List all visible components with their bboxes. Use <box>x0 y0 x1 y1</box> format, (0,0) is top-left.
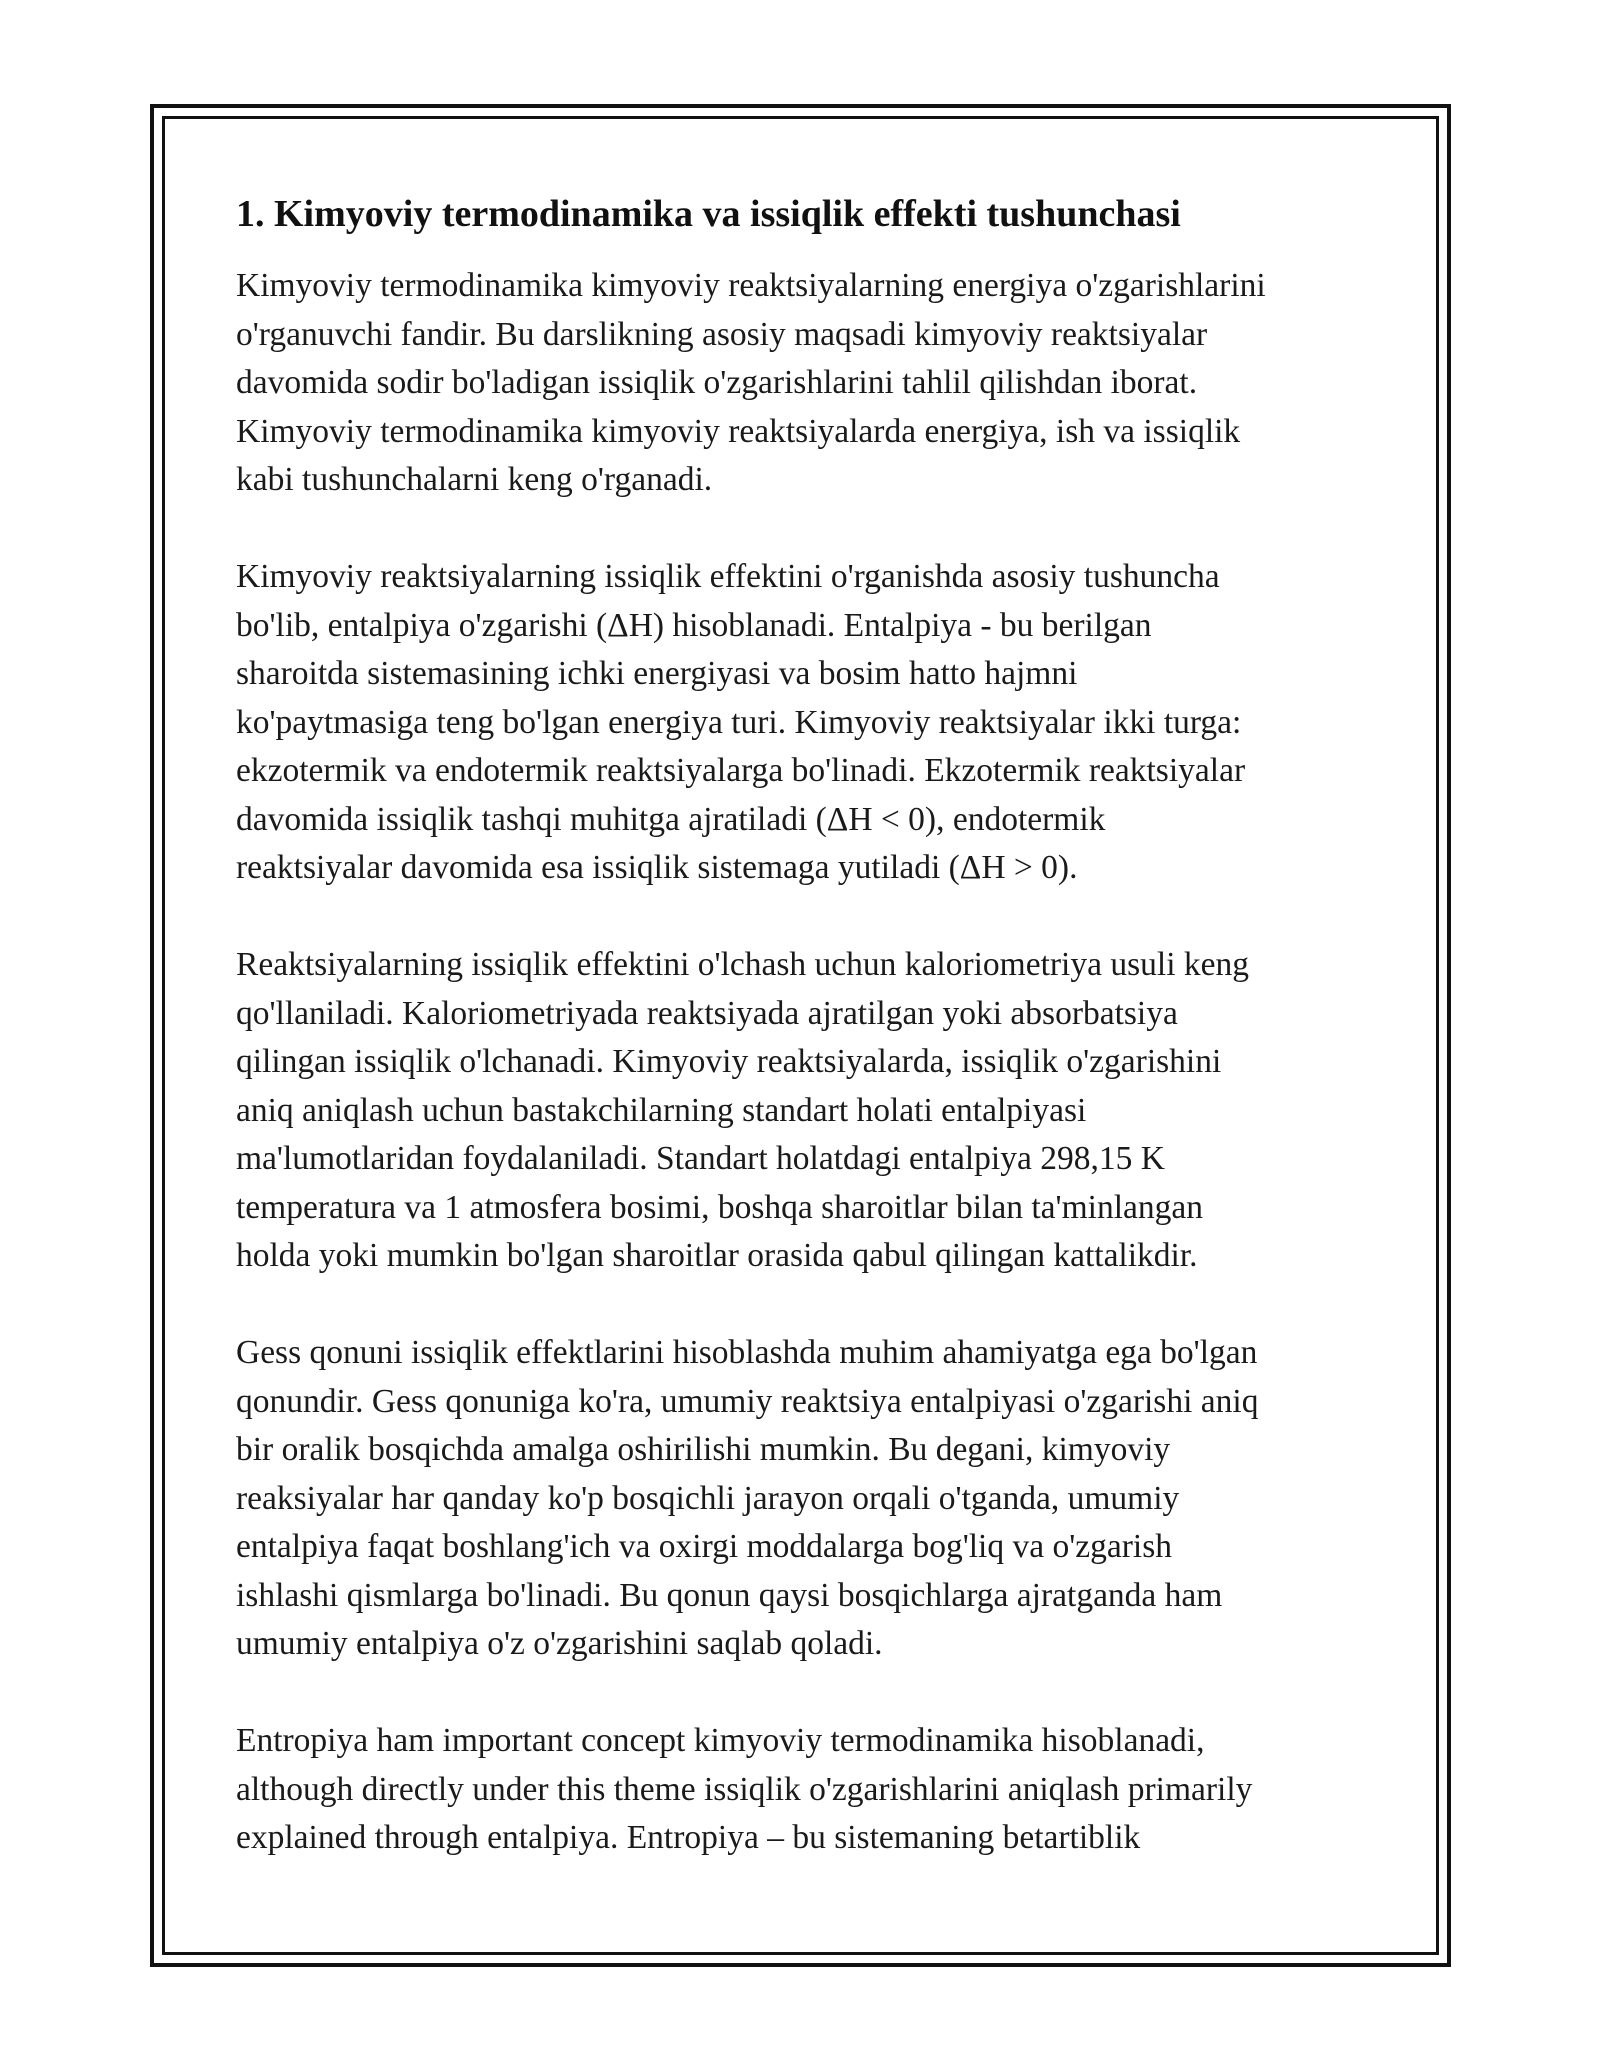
text-line: bir oralik bosqichda amalga oshirilishi mumkin. Bu degani, kimyoviy <box>236 1431 1171 1468</box>
text-line: although directly under this theme issiqlik o'zgarishlarini aniqlash primarily <box>236 1770 1253 1808</box>
text-line: o'rganuvchi fandir. Bu darslikning asosiy maqsadi kimyoviy reaktsiyalar <box>236 315 1208 353</box>
text-line: ekzotermik va endotermik reaktsiyalarga bo'linadi. Ekzotermik reaktsiyalar <box>236 752 1246 789</box>
text-line: aniq aniqlash uchun bastakchilarning standart holati entalpiyasi <box>236 1091 1087 1129</box>
paragraph-2 <box>236 553 1374 893</box>
text-line: entalpiya faqat boshlang'ich va oxirgi moddalarga bog'liq va o'zgarish <box>236 1528 1173 1565</box>
text-line: temperatura va 1 atmosfera bosimi, boshqa sharoitlar bilan ta'minlangan <box>236 1188 1204 1226</box>
text-line: Gess qonuni issiqlik effektlarini hisoblashda muhim ahamiyatga ega bo'lgan <box>236 1334 1258 1371</box>
text-line: Kimyoviy reaktsiyalarning issiqlik effektini o'rganishda asosiy tushuncha <box>236 558 1220 595</box>
text-line: kabi tushunchalarni keng o'rganadi. <box>236 461 713 498</box>
text-line: Kimyoviy termodinamika kimyoviy reaktsiyalarda energiya, ish va issiqlik <box>236 412 1241 450</box>
text-line: ishlashi qismlarga bo'linadi. Bu qonun qaysi bosqichlarga ajratganda ham <box>236 1576 1223 1614</box>
text-line: Reaktsiyalarning issiqlik effektini o'lchash uchun kaloriometriya usuli keng <box>236 946 1249 983</box>
paragraph-1 <box>236 262 1374 505</box>
text-line: qonundir. Gess qonuniga ko'ra, umumiy reaktsiya entalpiyasi o'zgarishi aniq <box>236 1382 1259 1420</box>
text-line: Entropiya ham important concept kimyoviy termodinamika hisoblanadi, <box>236 1722 1205 1759</box>
paragraph-3 <box>236 941 1374 1281</box>
text-line: sharoitda sistemasining ichki energiyasi va bosim hatto hajmni <box>236 655 1078 692</box>
text-line: bo'lib, entalpiya o'zgarishi (ΔH) hisoblanadi. Entalpiya - bu berilgan <box>236 606 1152 644</box>
text-line: holda yoki mumkin bo'lgan sharoitlar orasida qabul qilingan kattalikdir. <box>236 1237 1198 1274</box>
text-line: qilingan issiqlik o'lchanadi. Kimyoviy reaktsiyalarda, issiqlik o'zgarishini <box>236 1043 1222 1080</box>
text-line: ma'lumotlaridan foydalaniladi. Standart holatdagi entalpiya 298,15 K <box>236 1140 1165 1177</box>
text-line: davomida sodir bo'ladigan issiqlik o'zgarishlarini tahlil qilishdan iborat. <box>236 364 1198 401</box>
text-line: reaksiyalar har qanday ko'p bosqichli jarayon orqali o'tganda, umumiy <box>236 1479 1180 1517</box>
text-line: qo'llaniladi. Kaloriometriyada reaktsiyada ajratilgan yoki absorbatsiya <box>236 994 1178 1032</box>
text-line: ko'paytmasiga teng bo'lgan energiya turi. Kimyoviy reaktsiyalar ikki turga: <box>236 703 1242 741</box>
document-body <box>236 186 1374 1911</box>
paragraph-5 <box>236 1717 1374 1863</box>
text-line: reaktsiyalar davomida esa issiqlik sistemaga yutiladi (ΔH > 0). <box>236 849 1078 886</box>
paragraph-4 <box>236 1329 1374 1669</box>
section-heading: 1. Kimyoviy termodinamika va issiqlik effekti tushunchasi <box>236 193 1181 235</box>
text-line: Kimyoviy termodinamika kimyoviy reaktsiyalarning energiya o'zgarishlarini <box>236 267 1266 304</box>
text-line: davomida issiqlik tashqi muhitga ajratiladi (ΔH < 0), endotermik <box>236 800 1106 838</box>
text-line: explained through entalpiya. Entropiya – bu sistemaning betartiblik <box>236 1819 1141 1856</box>
text-line: umumiy entalpiya o'z o'zgarishini saqlab qoladi. <box>236 1625 883 1662</box>
